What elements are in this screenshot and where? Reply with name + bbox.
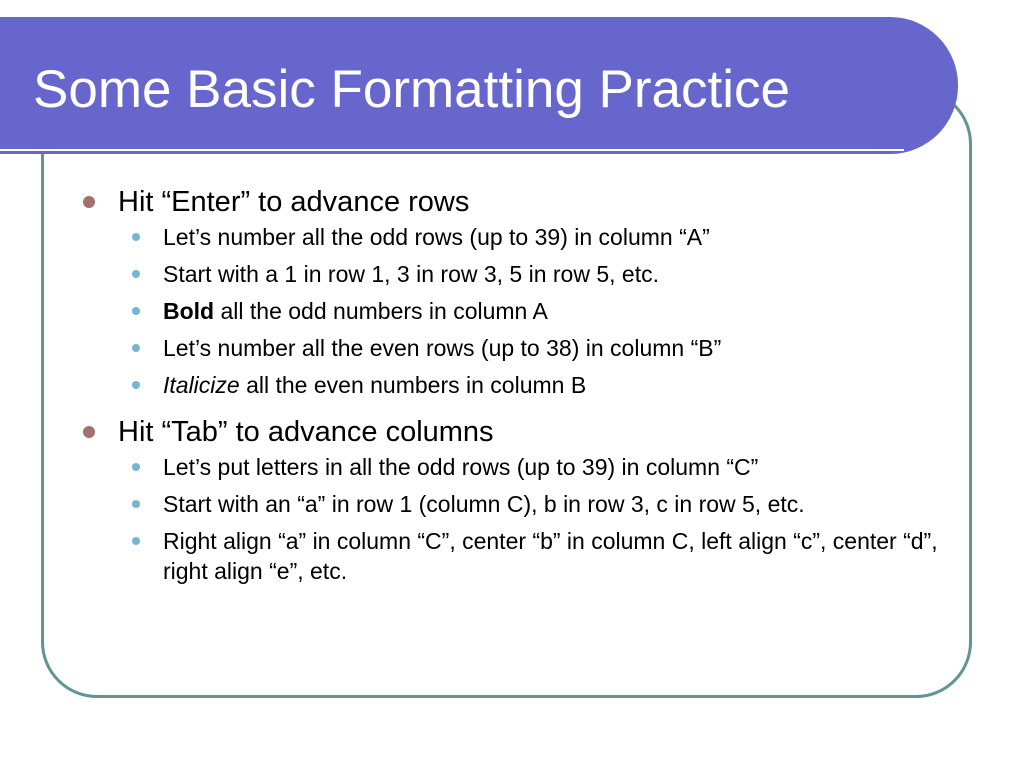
bullet-dot-icon [83, 426, 95, 438]
sub-bullet-text: Start with a 1 in row 1, 3 in row 3, 5 in row 5, etc. [163, 261, 659, 287]
bullet-text: Hit “Enter” to advance rows [118, 186, 470, 218]
sub-bullet-dot-icon [132, 537, 140, 545]
sub-bullet-item [82, 296, 947, 326]
sub-bullet-text: all the odd numbers in column A [214, 298, 548, 324]
bullet-list [82, 184, 947, 600]
sub-bullet-text: all the even numbers in column B [239, 372, 587, 398]
sub-bullet-text: Let’s number all the odd rows (up to 39) in column “A” [163, 224, 710, 250]
sub-bullet-item [82, 489, 947, 519]
sub-bullet-item [82, 370, 947, 400]
bullet-dot-icon [83, 196, 95, 208]
sub-bullet-dot-icon [132, 233, 140, 241]
slide-title: Some Basic Formatting Practice [33, 60, 790, 119]
sub-bullet-item [82, 526, 947, 586]
sub-bullet-item [82, 333, 947, 363]
sub-bullet-dot-icon [132, 381, 140, 389]
sub-bullet-list [118, 452, 947, 597]
bullet-text: Hit “Tab” to advance columns [118, 416, 494, 448]
bullet-item-tab [82, 414, 947, 597]
sub-bullet-dot-icon [132, 463, 140, 471]
sub-bullet-item [82, 222, 947, 252]
sub-bullet-dot-icon [132, 307, 140, 315]
italic-emphasis: Italicize [163, 372, 240, 398]
bullet-item-enter [82, 184, 947, 411]
sub-bullet-item [82, 452, 947, 482]
bold-emphasis: Bold [163, 298, 215, 324]
sub-bullet-dot-icon [132, 344, 140, 352]
sub-bullet-dot-icon [132, 500, 140, 508]
sub-bullet-text: Right align “a” in column “C”, center “b” in column C, left align “c”, center “d”, right align “e”, etc. [163, 528, 938, 584]
title-underline [0, 149, 904, 151]
sub-bullet-item [82, 259, 947, 289]
sub-bullet-list [118, 222, 947, 411]
sub-bullet-text: Start with an “a” in row 1 (column C), b in row 3, c in row 5, etc. [163, 491, 805, 517]
sub-bullet-text: Let’s put letters in all the odd rows (up to 39) in column “C” [163, 454, 759, 480]
sub-bullet-text: Let’s number all the even rows (up to 38) in column “B” [163, 335, 722, 361]
sub-bullet-dot-icon [132, 270, 140, 278]
title-banner [0, 17, 958, 154]
